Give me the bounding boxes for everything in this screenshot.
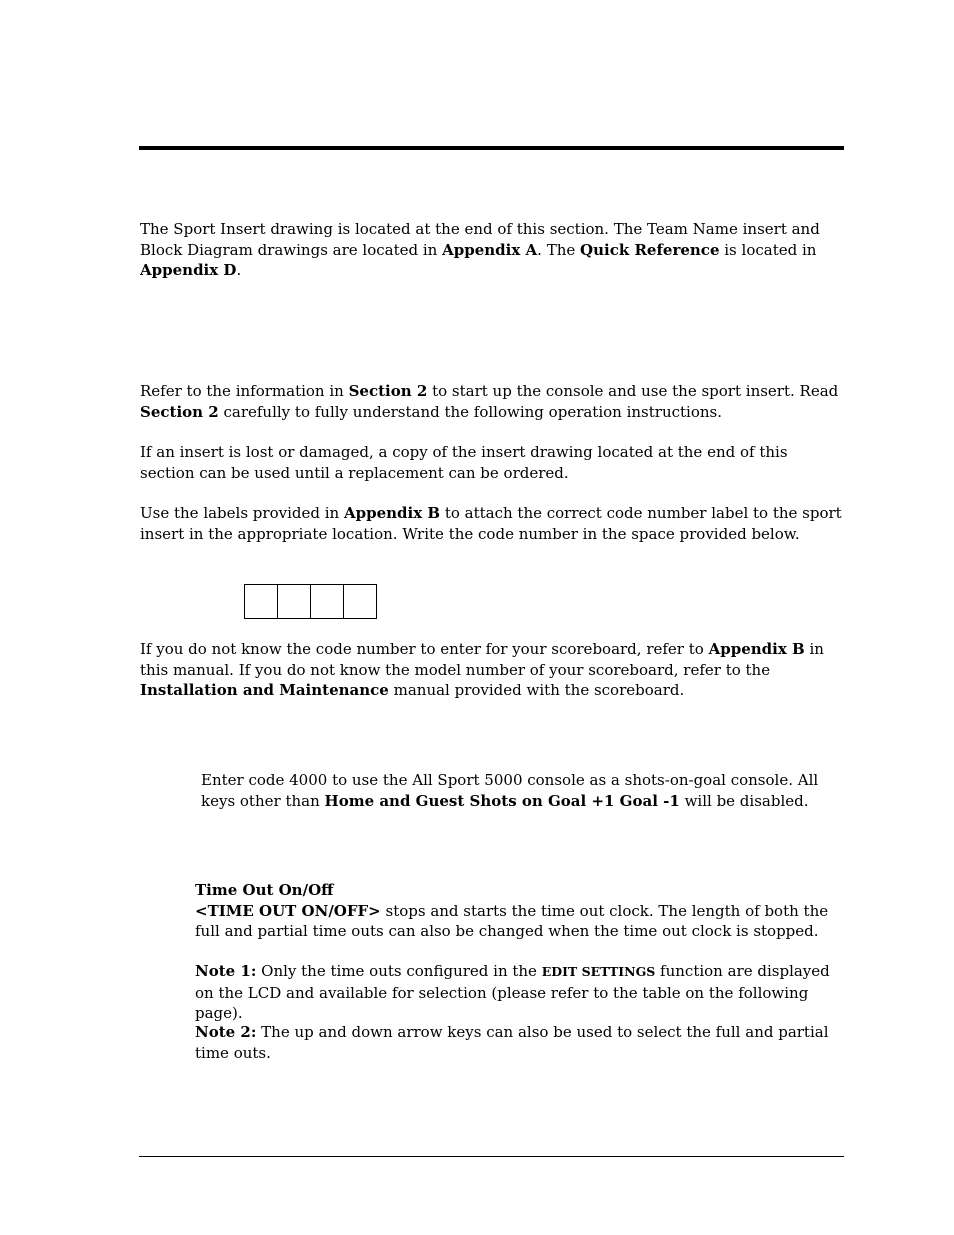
code-number-boxes <box>244 584 377 619</box>
code-4000-paragraph: Enter code 4000 to use the All Sport 5000 console as a shots-on-goal console. All keys other than Home and Guest Shots on Goal +1 Goal -1 will be disabled. <box>201 771 819 810</box>
note-2: Note 2: The up and down arrow keys can also be used to select the full and partial time outs. <box>195 1023 829 1062</box>
timeout-key-label: <TIME OUT ON/OFF> <box>195 901 381 920</box>
bottom-rule <box>139 1156 844 1157</box>
top-rule <box>139 146 844 150</box>
labels-paragraph: Use the labels provided in Appendix B to attach the correct code number label to the sport insert in the appropriate location. Write the code number in the space provided below. <box>140 504 842 543</box>
code-digit-box <box>245 585 278 618</box>
timeout-heading: Time Out On/Off <box>195 881 334 899</box>
code-digit-box <box>311 585 344 618</box>
startup-paragraph: Refer to the information in Section 2 to start up the console and use the sport insert. Read Section 2 carefully to fully understand the following operation instructions. <box>140 382 839 421</box>
intro-paragraph: The Sport Insert drawing is located at the end of this section. The Team Name insert and Block Diagram drawings are located in Appendix A. The Quick Reference is located in Appendix D. <box>140 220 820 279</box>
code-unknown-paragraph: If you do not know the code number to enter for your scoreboard, refer to Appendix B in this manual. If you do not know the model number of your scoreboard, refer to the Installation and Maintenance manual provided with the scoreboard. <box>140 640 824 699</box>
code-digit-box <box>344 585 376 618</box>
code-digit-box <box>278 585 311 618</box>
lost-insert-paragraph: If an insert is lost or damaged, a copy of the insert drawing located at the end of this section can be used until a replacement can be ordered. <box>140 443 788 482</box>
timeout-paragraph: Time Out On/Off <TIME OUT ON/OFF> stops and starts the time out clock. The length of both the full and partial time outs can also be changed when the time out clock is stopped. <box>195 881 829 940</box>
note-1: Note 1: Only the time outs configured in the EDIT SETTINGS function are displayed on the LCD and available for selection (please refer to the table on the following page). <box>195 962 830 1022</box>
